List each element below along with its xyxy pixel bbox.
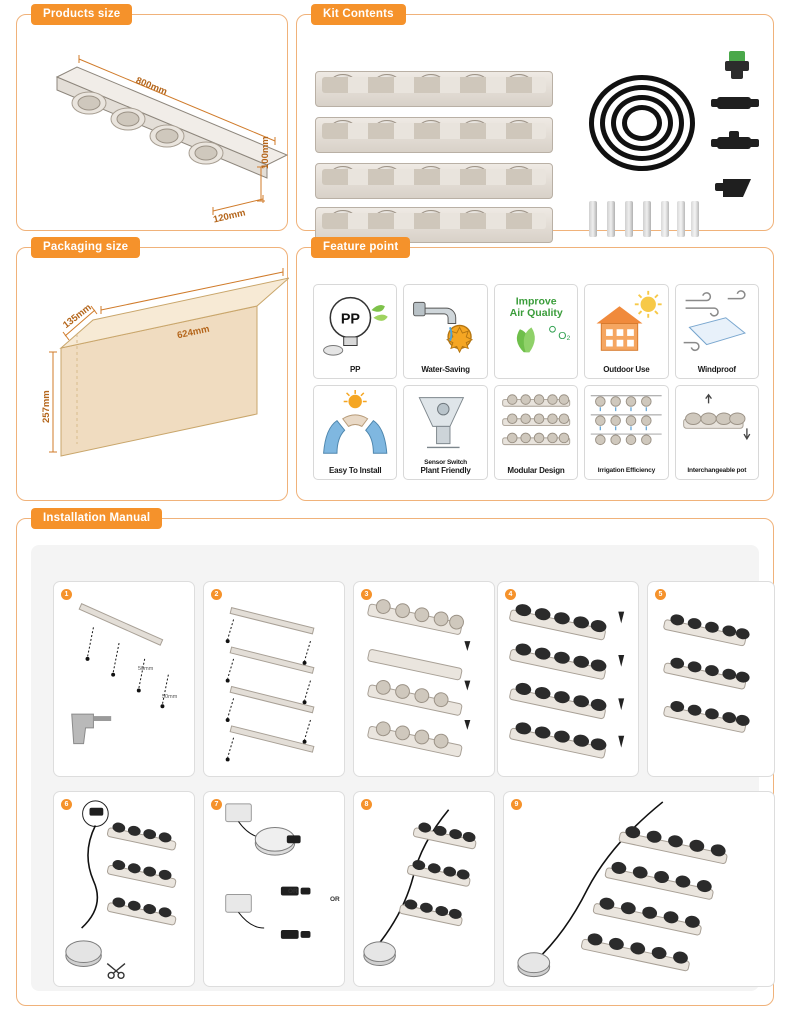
route-and-cut-hose-illustration — [54, 792, 194, 985]
mount-rails-illustration — [204, 582, 344, 775]
step-6 — [53, 791, 195, 987]
step-number: 1 — [61, 589, 72, 600]
packaging-dimension-height: 257mm — [41, 390, 52, 423]
modular-rows-icon — [495, 390, 577, 463]
mark-and-drill-holes-illustration — [54, 582, 194, 775]
products-size-title: Products size — [31, 4, 132, 25]
feature-easy-to-install — [313, 385, 397, 480]
step-1 — [53, 581, 195, 777]
feature-irrigation-efficiency — [584, 385, 668, 480]
dimension-height: 100mm — [260, 136, 271, 169]
step-9 — [503, 791, 775, 987]
feature-sublabel: Sensor Switch — [424, 459, 468, 467]
feature-label: Windproof — [697, 364, 736, 374]
step-7 — [203, 791, 345, 987]
step-2 — [203, 581, 345, 777]
feature-interchangeable-pot — [675, 385, 759, 480]
svg-text:Improve: Improve — [515, 295, 557, 308]
feature-outdoor-use — [584, 284, 668, 379]
products-size-panel — [16, 8, 288, 231]
completed-rows-illustration — [648, 582, 774, 775]
step-number: 3 — [361, 589, 372, 600]
pot-swap-icon — [676, 390, 758, 463]
feature-label: Water-Saving — [421, 364, 470, 374]
step-number: 5 — [655, 589, 666, 600]
packaging-size-title: Packaging size — [31, 237, 140, 258]
installation-manual-panel — [16, 512, 774, 1006]
kit-item-fittings — [709, 45, 765, 223]
sensor-switch-icon — [404, 390, 486, 463]
step-note: 50mm — [162, 694, 178, 700]
attach-trays-illustration — [354, 582, 494, 775]
step-option-label: OR — [288, 888, 298, 895]
products-size-illustration — [17, 15, 289, 232]
insert-pots-illustration — [498, 582, 638, 775]
final-assembled-system-illustration — [504, 792, 774, 987]
feature-modular-design — [494, 385, 578, 480]
kit-contents-illustration — [311, 45, 761, 221]
step-5 — [647, 581, 775, 777]
step-number: 6 — [61, 799, 72, 810]
dimension-length: 800mm — [134, 75, 169, 98]
kit-item-hose-coil — [583, 69, 701, 177]
step-number: 8 — [361, 799, 372, 810]
dimension-depth: 120mm — [212, 207, 247, 226]
feature-plant-friendly — [403, 385, 487, 480]
step-number: 7 — [211, 799, 222, 810]
packaging-size-illustration — [17, 248, 289, 502]
installation-manual-title: Installation Manual — [31, 508, 162, 529]
connect-hose-to-timer-illustration — [354, 792, 494, 985]
step-number: 2 — [211, 589, 222, 600]
feature-point-title: Feature point — [311, 237, 410, 258]
feature-label: Modular Design — [507, 465, 565, 475]
kit-item-planter-tray — [315, 117, 553, 153]
feature-label: PP — [350, 364, 361, 374]
packaging-size-panel — [16, 241, 288, 501]
drip-rows-icon — [585, 390, 667, 463]
kit-contents-panel — [296, 8, 774, 231]
svg-text:O₂: O₂ — [558, 329, 571, 342]
feature-point-panel — [296, 241, 774, 501]
step-option-label: OR — [330, 896, 340, 903]
step-3 — [353, 581, 495, 777]
feature-water-saving — [403, 284, 487, 379]
feature-label: Outdoor Use — [603, 364, 650, 374]
step-note: 50mm — [138, 666, 154, 672]
kit-item-planter-tray — [315, 71, 553, 107]
feature-label: Plant Friendly — [420, 465, 471, 475]
step-number: 9 — [511, 799, 522, 810]
step-4 — [497, 581, 639, 777]
faucet-icon — [404, 289, 486, 362]
feature-pp-material — [313, 284, 397, 379]
svg-text:Air Quality: Air Quality — [509, 306, 563, 319]
kit-item-fasteners — [585, 201, 703, 235]
feature-label: Easy To Install — [328, 465, 382, 475]
packaging-dimension-width: 135mm — [61, 302, 94, 331]
plant-o2-icon — [495, 289, 577, 362]
feature-label: Irrigation Efficiency — [597, 467, 656, 475]
kit-item-planter-tray — [315, 163, 553, 199]
kit-contents-title: Kit Contents — [311, 4, 406, 25]
feature-label: Interchangeable pot — [687, 467, 747, 475]
installation-steps — [33, 547, 759, 991]
bulb-pp-icon — [314, 289, 396, 362]
step-number: 4 — [505, 589, 516, 600]
packaging-dimension-length: 624mm — [176, 323, 211, 342]
wind-icon — [676, 289, 758, 362]
connect-timer-fittings-illustration — [204, 792, 344, 985]
hands-install-icon — [314, 390, 396, 463]
svg-text:PP: PP — [340, 311, 360, 328]
feature-grid — [313, 284, 759, 480]
step-8 — [353, 791, 495, 987]
house-sun-icon — [585, 289, 667, 362]
feature-improve-air-quality — [494, 284, 578, 379]
feature-windproof — [675, 284, 759, 379]
